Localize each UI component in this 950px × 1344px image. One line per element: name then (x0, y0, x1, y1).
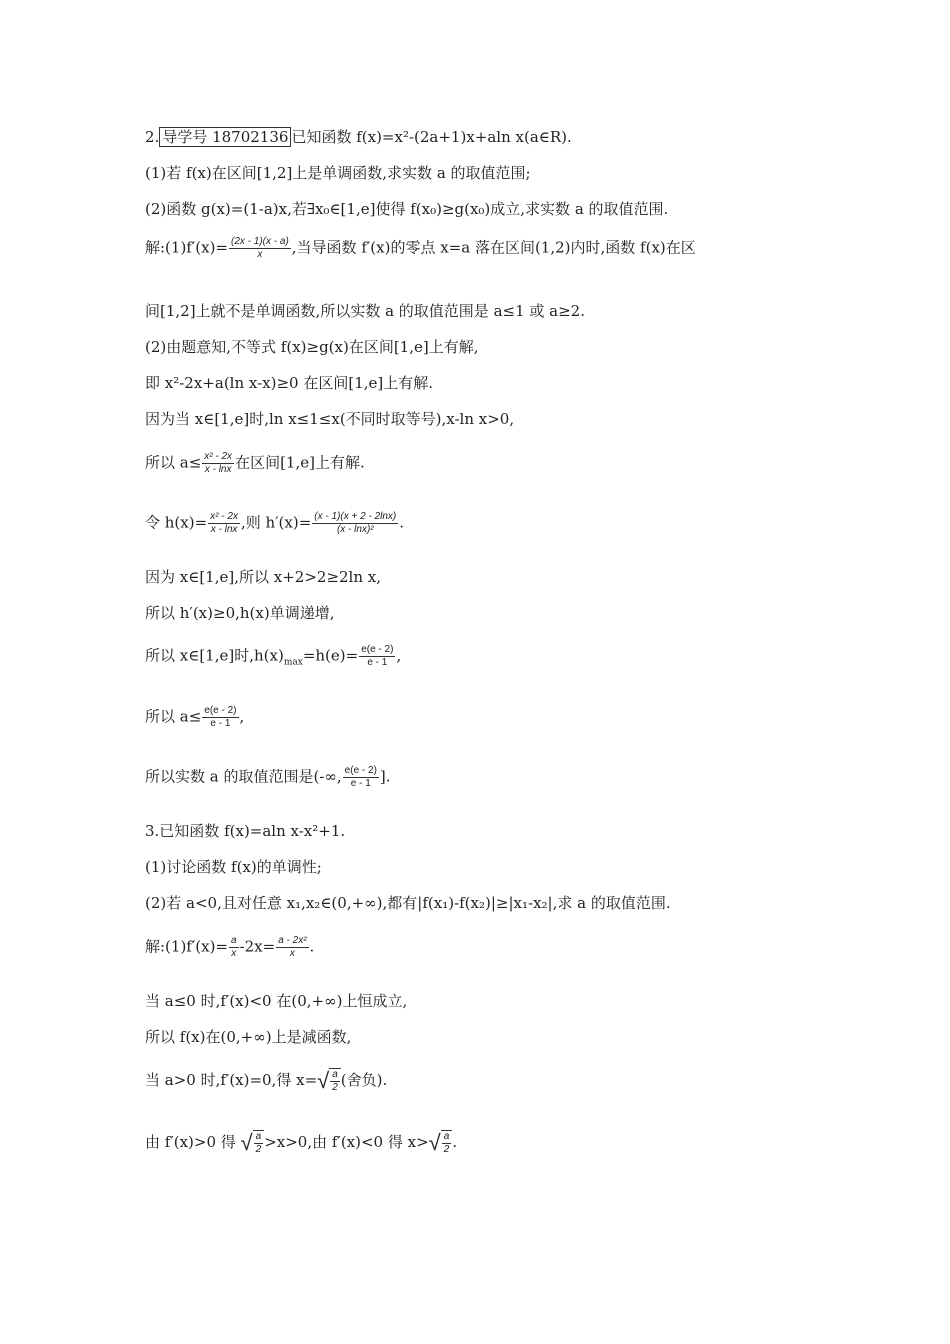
fraction: $\frac{a}{2}$ (255, 1131, 262, 1155)
solution-2-line-8: 因为 x∈[1,e],所以 x+2>2≥2ln x, (145, 568, 382, 586)
fraction: $\frac{(x - 1)(x + 2 - 2\ln x)}{\text{(x - lnx)²}}$ (314, 511, 397, 535)
solution-2-line-4: 即 x²-2x+a(ln x-x)≥0 在区间[1,e]上有解. (145, 374, 434, 392)
square-root (241, 1130, 265, 1156)
solution-2-line-5: 因为当 x∈[1,e]时,ln x≤1≤x(不同时取等号),x-ln x>0, (145, 410, 515, 428)
problem-3-q2: (2)若 a<0,且对任意 x₁,x₂∈(0,+∞),都有|f(x₁)-f(x₂)|≥|x₁-x₂|,求 a 的取值范围. (145, 894, 671, 912)
problem-2-q1: (1)若 f(x)在区间[1,2]上是单调函数,求实数 a 的取值范围; (145, 164, 531, 182)
problem-tag: 导学号 18702136 (159, 127, 291, 147)
solution-2-line-10: 所以 x∈[1,e]时$,h(x)_{max}=h(e)=$ $\frac{e(e - 2)}{e - 1}$ , (145, 644, 402, 668)
fraction: $\frac{a}{2}$ (443, 1131, 450, 1155)
solution-2-line-9: 所以 h′(x)≥0,h(x)单调递增, (145, 604, 335, 622)
square-root (317, 1068, 341, 1094)
fraction: $\frac{e(e - 2)}{e - 1}$ (344, 765, 377, 789)
square-root (429, 1130, 453, 1156)
fraction: $\frac{\text{x² - 2x}}{x - \ln x}$ (204, 451, 233, 475)
solution-2-line-7: 令 h(x)= $\frac{\text{x² - 2x}}{x - \ln x}$ ,则 h′(x)= $\frac{(x - 1)(x + 2 - 2\ln x)}{\text{(x - lnx)²}}$ . (145, 511, 405, 535)
fraction: $\frac{\text{x² - 2x}}{x - \ln x}$ (210, 511, 238, 535)
fraction: $\frac{a}{x}$ (231, 935, 237, 959)
solution-2-line-11: 所以 a≤ $\frac{e(e - 2)}{e - 1}$ , (145, 705, 245, 729)
solution-3-line-3: 所以 f(x)在(0,+∞)上是减函数, (145, 1028, 352, 1046)
solution-3-line-2: 当 a≤0 时,f′(x)<0 在(0,+∞)上恒成立, (145, 992, 408, 1010)
radical-sign: √ (240, 1130, 253, 1155)
solution-2-line-12: 所以实数 a 的取值范围是(-∞, $\frac{e(e - 2)}{e - 1}$ ]. (145, 765, 391, 789)
fraction: $\frac{\text{a - 2x²}}{x}$ (278, 935, 307, 959)
radical-sign: √ (317, 1068, 330, 1093)
fraction: $\frac{(2x - 1)(x - a)}{x}$ (231, 236, 289, 260)
solution-3-line-5: 由 f′(x)>0 得 √ $\frac{a}{2}$ >x>0,由 f′(x)<0 得 x>√ $\frac{a}{2}$ . (145, 1130, 458, 1155)
solution-2-line-3: (2)由题意知,不等式 f(x)≥g(x)在区间[1,e]上有解, (145, 338, 479, 356)
problem-3-stem: 3.已知函数 f(x)=aln x-x²+1. (145, 822, 346, 840)
solution-2-line-6: 所以 a≤ $\frac{\text{x² - 2x}}{x - \ln x}$ 在区间[1,e]上有解. (145, 451, 365, 475)
radical-sign: √ (428, 1130, 441, 1155)
fraction: $\frac{a}{2}$ (332, 1069, 338, 1093)
problem-2-q2: (2)函数 g(x)=(1-a)x,若∃x₀∈[1,e]使得 f(x₀)≥g(x₀)成立,求实数 a 的取值范围. (145, 200, 669, 218)
solution-2-line-1: 解:(1)f′(x)= $\frac{(2x - 1)(x - a)}{x}$ ,当导函数 f′(x)的零点 x=a 落在区间(1,2)内时,函数 f(x)在区 (145, 236, 696, 260)
solution-3-line-1: 解:(1)f′(x)= $\frac{a}{x}$ -2x= $\frac{\text{a - 2x²}}{x}$ . (145, 935, 315, 959)
fraction: $\frac{e(e - 2)}{e - 1}$ (204, 705, 237, 729)
fraction: $\frac{e(e - 2)}{e - 1}$ (361, 644, 394, 668)
solution-2-line-2: 间[1,2]上就不是单调函数,所以实数 a 的取值范围是 a≤1 或 a≥2. (145, 302, 585, 320)
solution-3-line-4: 当 a>0 时,f′(x)=0,得 x=√ $\frac{a}{2}$ (舍负). (145, 1068, 388, 1093)
problem-3-q1: (1)讨论函数 f(x)的单调性; (145, 858, 322, 876)
problem-2-stem: 2. 导学号 18702136 已知函数 f(x)=x²-(2a+1)x+aln x(a∈R). (145, 128, 572, 146)
